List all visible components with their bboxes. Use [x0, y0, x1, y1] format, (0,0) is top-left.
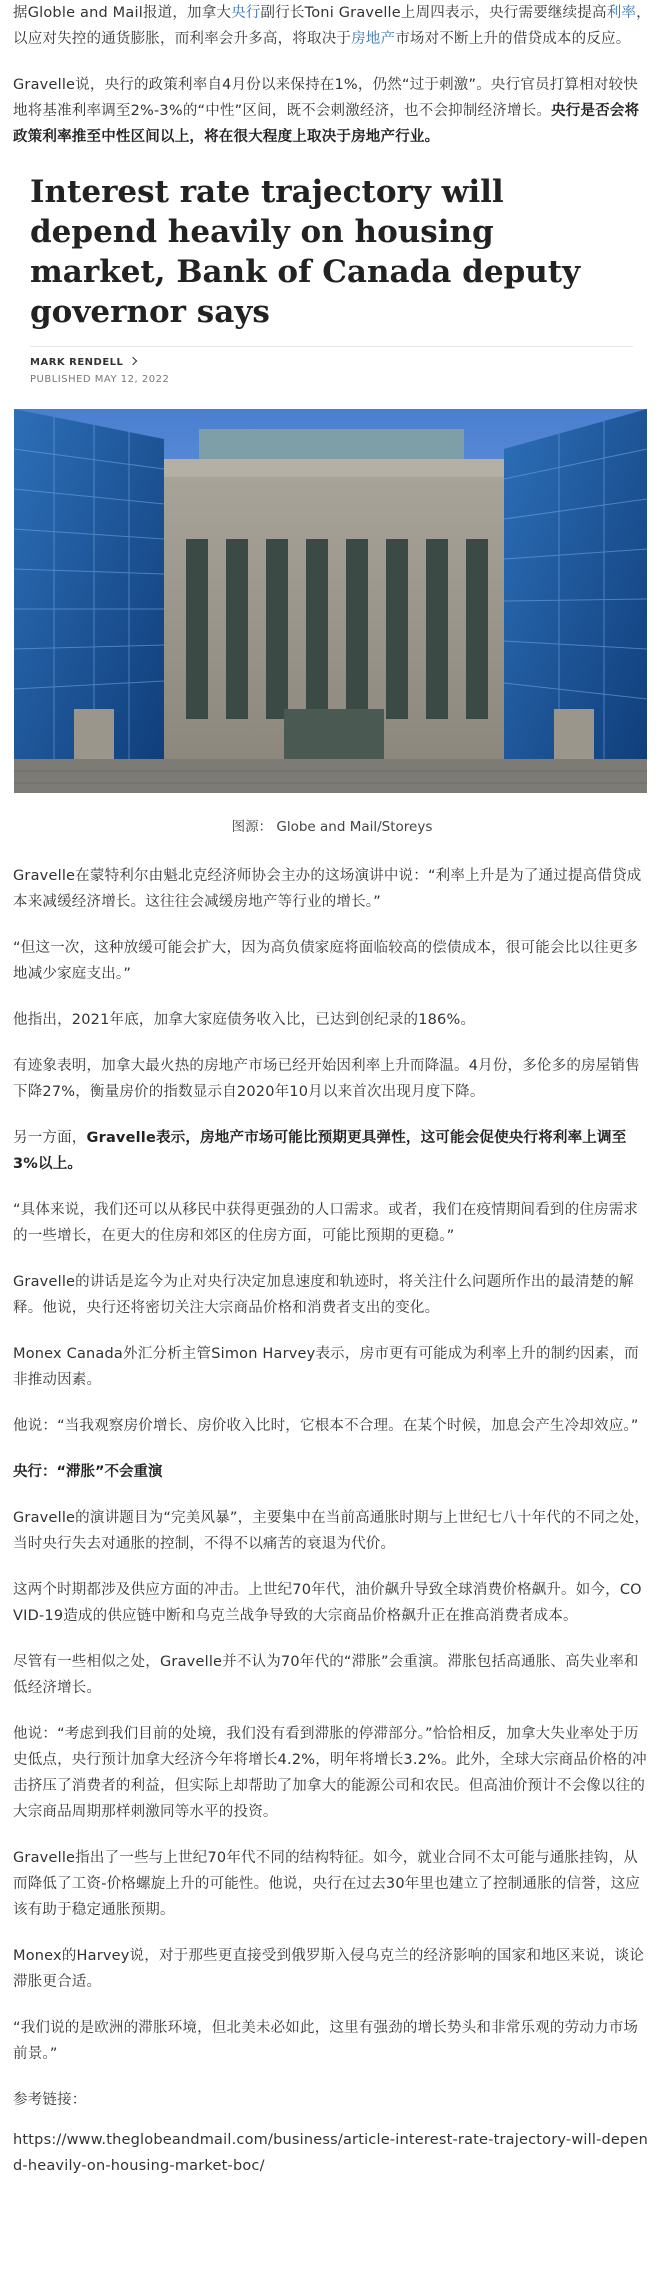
hero-title: Interest rate trajectory will depend heavily on housing market, Bank of Canada deputy governor says: [30, 174, 581, 330]
author-name: MARK RENDELL: [30, 357, 124, 368]
text-span: Gravelle说，央行的政策利率自4月份以来保持在1%，仍然“过于刺激”。央行官员打算相对较快地将基准利率调至2%-3%的“中性”区间，既不会刺激经济，也不会抑制经济增长。: [13, 77, 638, 119]
body-paragraph: “但这一次，这种放缓可能会扩大，因为高负债家庭将面临较高的偿债成本，很可能会比以往更多地减少家庭支出。”: [13, 940, 639, 982]
author-byline[interactable]: [30, 357, 651, 368]
text-span: 市场对不断上升的借贷成本的反应。: [395, 31, 631, 47]
image-caption: 图源： Globe and Mail/Storeys: [231, 819, 433, 835]
article-hero: [13, 172, 651, 385]
body-paragraph: 他指出，2021年底，加拿大家庭债务收入比，已达到创纪录的186%。: [13, 1012, 476, 1028]
body-paragraph: 这两个时期都涉及供应方面的冲击。上世纪70年代，油价飙升导致全球消费价格飙升。如今，COVID-19造成的供应链中断和乌克兰战争导致的大宗商品价格飙升正在推高消费者成本。: [13, 1582, 642, 1624]
body-paragraph: 尽管有一些相似之处，Gravelle并不认为70年代的“滞胀”会重演。滞胀包括高通胀、高失业率和低经济增长。: [13, 1654, 639, 1696]
body-paragraph: Gravelle在蒙特利尔由魁北克经济师协会主办的这场演讲中说：“利率上升是为了通过提高借贷成本来减缓经济增长。这往往会减缓房地产等行业的增长。”: [13, 868, 642, 910]
reference-link[interactable]: https://www.theglobeandmail.com/business/article-interest-rate-trajectory-will-depend-heavily-on-housing-market-boc/: [13, 2132, 648, 2174]
body-paragraph: 有迹象表明，加拿大最火热的房地产市场已经开始因利率上升而降温。4月份，多伦多的房屋销售下降27%，衡量房价的指数显示自2020年10月以来首次出现月度下降。: [13, 1058, 640, 1100]
body-paragraph: [13, 1125, 651, 1177]
reference-label: 参考链接：: [13, 2092, 87, 2108]
body-paragraph: Gravelle的演讲题目为“完美风暴”，主要集中在当前高通胀时期与上世纪七八十年代的不同之处，当时央行失去对通胀的控制，不得不以痛苦的衰退为代价。: [13, 1510, 650, 1552]
bold-text: Gravelle表示，房地产市场可能比预期更具弹性，这可能会促使央行将利率上调至3%以上。: [13, 1130, 627, 1172]
text-span: 副行长Toni Gravelle上周四表示，央行需要继续提高: [260, 5, 607, 21]
link-central-bank[interactable]: 央行: [231, 5, 261, 21]
body-paragraph: Gravelle指出了一些与上世纪70年代不同的结构特征。如今，就业合同不太可能与通胀挂钩，从而降低了工资-价格螺旋上升的可能性。他说，央行在过去30年里也建立了控制通胀的信誉，这应该有助于稳定通胀预期。: [13, 1850, 640, 1918]
bold-text: 央行是否会将政策利率推至中性区间以上，将在很大程度上取决于房地产行业。: [13, 103, 640, 145]
link-real-estate[interactable]: 房地产: [351, 31, 396, 47]
chevron-right-icon: [129, 357, 137, 365]
body-paragraph: Monex的Harvey说，对于那些更直接受到俄罗斯入侵乌克兰的经济影响的国家和地区来说，谈论滞胀更合适。: [13, 1948, 645, 1990]
link-interest-rate[interactable]: 利率: [606, 5, 637, 21]
text-span: ，以应对失控的通货膨胀，而利率会升多高，将取决于: [13, 5, 651, 47]
intro-paragraph-1: [13, 0, 651, 52]
published-date: PUBLISHED MAY 12, 2022: [30, 374, 170, 385]
text-span: 据Globle and Mail报道，加拿大: [13, 5, 232, 21]
text-span: 另一方面，: [13, 1130, 87, 1146]
intro-paragraph-2: [13, 72, 651, 150]
divider: [30, 346, 633, 347]
section-heading: 央行：“滞胀”不会重演: [13, 1464, 163, 1480]
body-paragraph: “我们说的是欧洲的滞胀环境，但北美未必如此，这里有强劲的增长势头和非常乐观的劳动力市场前景。”: [13, 2020, 639, 2062]
body-paragraph: 他说：“考虑到我们目前的处境，我们没有看到滞胀的停滞部分。”恰恰相反，加拿大失业率处于历史低点，央行预计加拿大经济今年将增长4.2%，明年将增长3.2%。此外，全球大宗商品价格的冲击挤压了消费者的利益，但实际上却帮助了加拿大的能源公司和农民。但高油价预计不会像以往的大宗商品周期那样刺激同等水平的投资。: [13, 1726, 647, 1820]
body-paragraph: Gravelle的讲话是迄今为止对央行决定加息速度和轨迹时，将关注什么问题所作出的最清楚的解释。他说，央行还将密切关注大宗商品价格和消费者支出的变化。: [13, 1274, 634, 1316]
body-paragraph: “具体来说，我们还可以从移民中获得更强劲的人口需求。或者，我们在疫情期间看到的住房需求的一些增长，在更大的住房和郊区的住房方面，可能比预期的更稳。”: [13, 1202, 639, 1244]
body-paragraph: Monex Canada外汇分析主管Simon Harvey表示，房市更有可能成为利率上升的制约因素，而非推动因素。: [13, 1346, 639, 1388]
body-paragraph: 他说：“当我观察房价增长、房价收入比时，它根本不合理。在某个时候，加息会产生冷却效应。”: [13, 1418, 639, 1434]
bank-of-canada-building-photo: [14, 409, 647, 793]
